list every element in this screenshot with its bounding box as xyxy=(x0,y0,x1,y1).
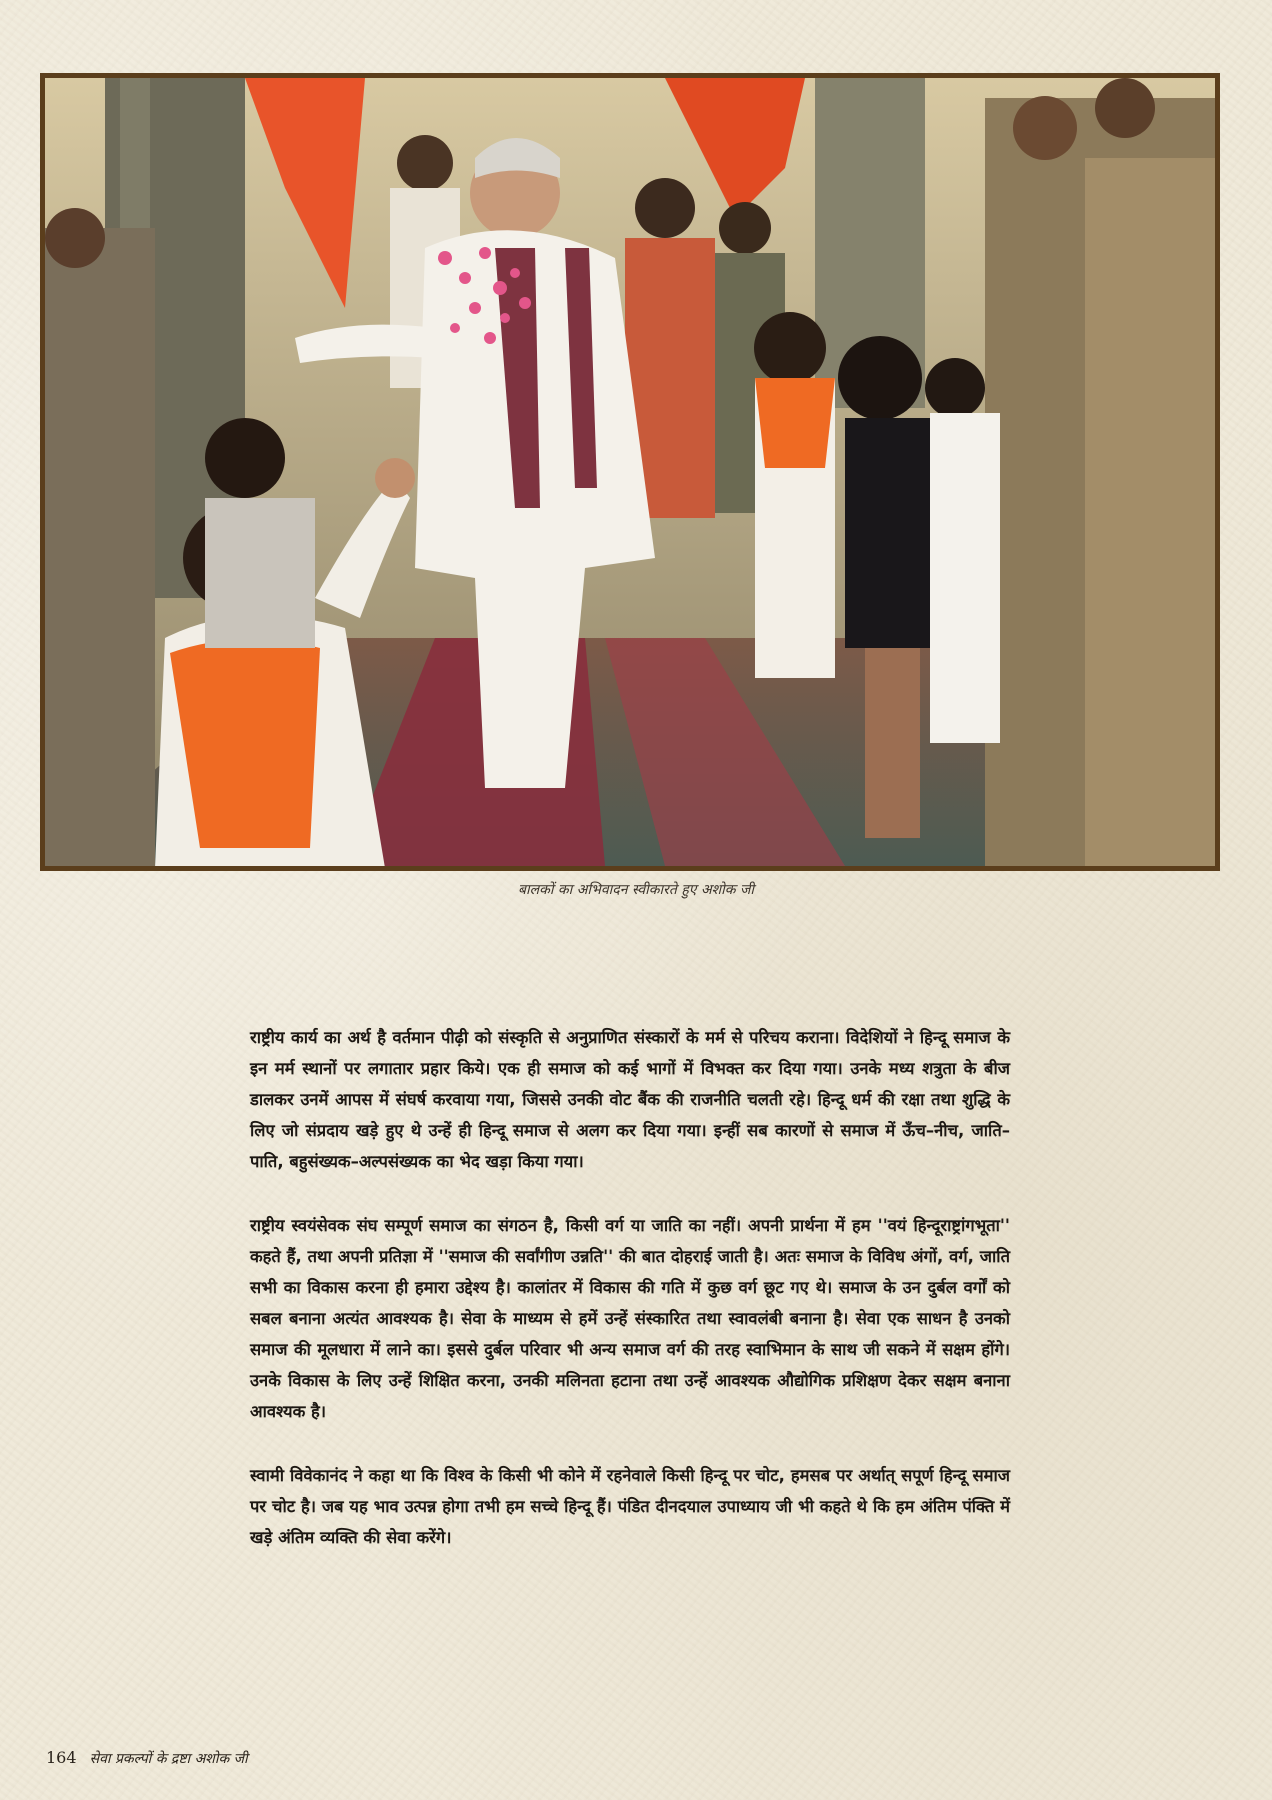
page-number: 164 xyxy=(46,1748,77,1767)
photo-illustration xyxy=(45,78,1215,866)
page-footer xyxy=(46,1748,248,1768)
photograph xyxy=(40,73,1220,871)
article-body xyxy=(250,1022,1010,1586)
photo-caption: बालकों का अभिवादन स्वीकारते हुए अशोक जी xyxy=(517,882,755,898)
article-paragraph-1: राष्ट्रीय कार्य का अर्थ है वर्तमान पीढ़ी को संस्कृति से अनुप्राणित संस्कारों के मर्म से परिचय कराना। विदेशियों ने हिन्दू समाज के इन मर्म स्थानों पर लगातार प्रहार किये। एक ही समाज को कई भागों में विभक्त कर दिया गया। उनके मध्य शत्रुता के बीज डालकर उनमें आपस में संघर्ष करवाया गया, जिससे उनकी वोट बैंक की राजनीति चलती रहे। हिन्दू धर्म की रक्षा तथा शुद्धि के लिए जो संप्रदाय खड़े हुए थे उन्हें ही हिन्दू समाज से अलग कर दिया गया। इन्हीं सब कारणों से समाज में ऊँच–नीच, जाति–पाति, बहुसंख्यक–अल्पसंख्यक का भेद खड़ा किया गया। xyxy=(250,1028,1010,1171)
article-paragraph-3: स्वामी विवेकानंद ने कहा था कि विश्व के किसी भी कोने में रहनेवाले किसी हिन्दू पर चोट, हमसब पर अर्थात् सपूर्ण हिन्दू समाज पर चोट है। जब यह भाव उत्पन्न होगा तभी हम सच्चे हिन्दू हैं। पंडित दीनदयाल उपाध्याय जी भी कहते थे कि हम अंतिम पंक्ति में खड़े अंतिम व्यक्ति की सेवा करेंगे। xyxy=(250,1466,1010,1547)
running-title: सेवा प्रकल्पों के द्रष्टा अशोक जी xyxy=(89,1751,248,1767)
article-paragraph-2: राष्ट्रीय स्वयंसेवक संघ सम्पूर्ण समाज का संगठन है, किसी वर्ग या जाति का नहीं। अपनी प्रार्थना में हम ''वयं हिन्दूराष्ट्रांगभूता'' कहते हैं, तथा अपनी प्रतिज्ञा में ''समाज की सर्वांगीण उन्नति'' की बात दोहराई जाती है। अतः समाज के विविध अंगों, वर्ग, जाति सभी का विकास करना ही हमारा उद्देश्य है। कालांतर में विकास की गति में कुछ वर्ग छूट गए थे। समाज के उन दुर्बल वर्गों को सबल बनाना अत्यंत आवश्यक है। सेवा के माध्यम से हमें उन्हें संस्कारित तथा स्वावलंबी बनाना है। सेवा एक साधन है उनको समाज की मूलधारा में लाने का। इससे दुर्बल परिवार भी अन्य समाज वर्ग की तरह स्वाभिमान के साथ जी सकने में सक्षम होंगे। उनके विकास के लिए उन्हें शिक्षित करना, उनकी मलिनता हटाना तथा उन्हें आवश्यक औद्योगिक प्रशिक्षण देकर सक्षम बनाना आवश्यक है। xyxy=(250,1216,1010,1421)
